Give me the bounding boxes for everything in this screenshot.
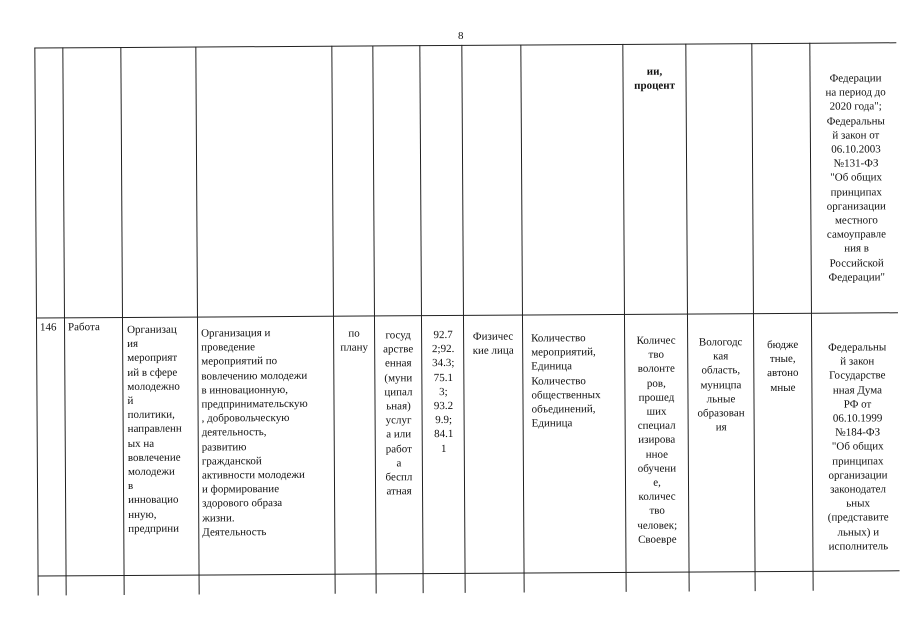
column-line xyxy=(461,45,465,593)
row-type-cell: Работа xyxy=(68,321,100,334)
consumers-cell: Физичес кие лица xyxy=(472,330,514,358)
quality-cell: Количес тво волонте ров, прошед ших специал изирова нное обучени е, количес тво человек; Своевре xyxy=(636,334,678,546)
column-line xyxy=(372,45,376,593)
service-content-cell: Организация и проведение мероприятий по вовлечению молодежи в инновационную, предпринимательскую , добровольческую деятельность, развитию гражданской активности молодежи и формирование здорового образа жизни. Деятельность xyxy=(201,327,308,539)
indicators-cell: Количество мероприятий, Единица Количество общественных объединений, Единица xyxy=(531,332,601,430)
column-line xyxy=(751,43,755,591)
column-line xyxy=(34,48,38,596)
unit-continued-cell: ии, процент xyxy=(634,65,676,93)
institutions-cell: бюдже тные, автоно мные xyxy=(767,338,799,394)
column-line xyxy=(419,45,423,593)
legal-basis-continued-cell: Федерации на период до 2020 года"; Федеральны й закон от 06.10.2003 №131-ФЗ "Об общих принципах организации местного самоуправле ния в Российской Федерации" xyxy=(825,72,887,284)
row-divider xyxy=(36,312,898,318)
legal-basis-cell: Федеральны й закон Государстве нная Дума РФ от 06.10.1999 №184-ФЗ "Об общих принципах организации законодател ьных (представите льных) и исполнитель xyxy=(827,341,889,553)
column-line xyxy=(520,45,524,593)
condition-cell: по плану xyxy=(340,327,369,354)
column-line xyxy=(622,44,626,592)
codes-cell: 92.7 2;92. 34.3; 75.1 3; 93.2 9.9; 84.1 1 xyxy=(431,328,455,455)
table-bottom-border xyxy=(38,570,900,576)
service-name-cell: Организац ия мероприят ий в сфере молодежно й политики, направленн ых на вовлечение молодежи в инновацио нную, предприни xyxy=(127,323,182,535)
service-type-cell: госуд арстве енная (муни ципал ьная) услуг а или работ а беспл атная xyxy=(383,329,414,498)
page-number: 8 xyxy=(458,30,464,42)
row-number-cell: 146 xyxy=(40,321,57,334)
authority-cell: Вологодс кая область, муницпа льные образован ия xyxy=(697,336,745,434)
table-top-border xyxy=(34,42,896,48)
